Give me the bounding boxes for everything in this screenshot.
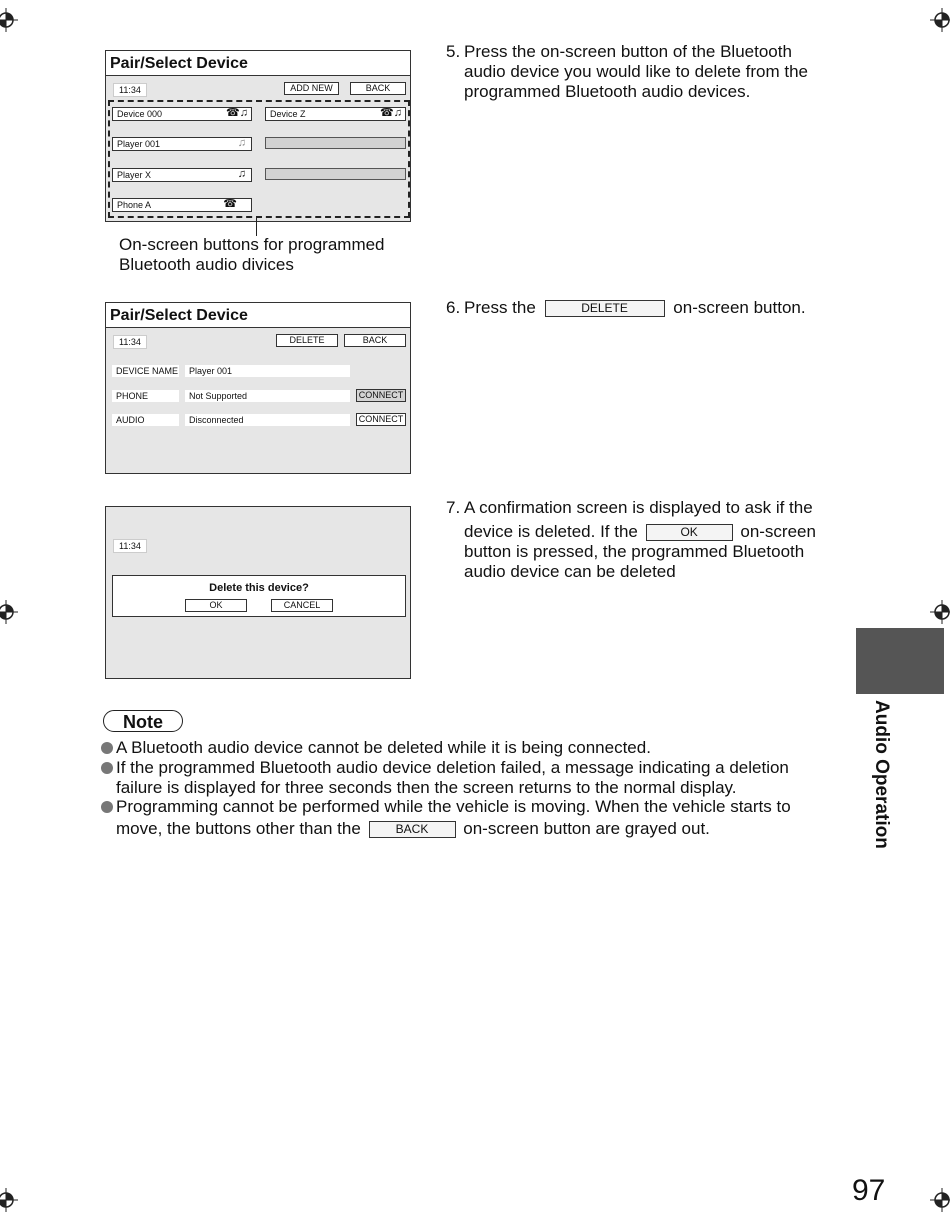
dialog-question: Delete this device? bbox=[209, 582, 309, 594]
device-label: Player X bbox=[117, 170, 152, 180]
bullet-dot-icon bbox=[101, 742, 113, 754]
registration-mark-icon bbox=[930, 1188, 950, 1212]
phone-music-icon: ☎♫ bbox=[380, 107, 402, 119]
bullet-dot-icon bbox=[101, 801, 113, 813]
delete-button-inline: DELETE bbox=[545, 300, 665, 317]
step-number: 7. bbox=[446, 498, 461, 517]
step7-pre: device is deleted. If the bbox=[464, 522, 638, 541]
step7-rest: button is pressed, the programmed Bluetooth audio device can be deleted bbox=[464, 542, 805, 581]
step6-pre: Press the bbox=[464, 298, 536, 317]
pair-select-screen bbox=[105, 50, 411, 222]
music-note-icon: ♫ bbox=[237, 137, 246, 149]
ok-button[interactable]: OK bbox=[185, 599, 247, 612]
clock: 11:34 bbox=[113, 539, 147, 553]
empty-device-slot bbox=[265, 168, 406, 180]
registration-mark-icon bbox=[930, 600, 950, 624]
back-button-inline: BACK bbox=[369, 821, 456, 838]
device-button-device-z[interactable] bbox=[265, 107, 406, 121]
add-new-button[interactable]: ADD NEW bbox=[284, 82, 339, 95]
connect-phone-button[interactable]: CONNECT bbox=[356, 389, 406, 402]
device-button-player-x[interactable] bbox=[112, 168, 252, 182]
step-number: 5. bbox=[446, 42, 461, 61]
delete-button[interactable]: DELETE bbox=[276, 334, 338, 347]
back-button[interactable]: BACK bbox=[350, 82, 406, 95]
registration-mark-icon bbox=[0, 1188, 18, 1212]
row-label: DEVICE NAME bbox=[112, 365, 179, 377]
note-bullet bbox=[101, 758, 821, 798]
confirm-delete-screen bbox=[105, 506, 411, 679]
device-label: Device 000 bbox=[117, 109, 163, 119]
note-bullet-text: Programming cannot be performed while the vehicle is moving. When the vehicle starts to bbox=[116, 797, 791, 816]
audio-status-value: Disconnected bbox=[185, 414, 350, 426]
step7-post: on-screen bbox=[740, 522, 816, 541]
registration-mark-icon bbox=[0, 8, 18, 32]
device-label: Phone A bbox=[117, 200, 152, 210]
note-bullet bbox=[101, 797, 831, 839]
empty-device-slot bbox=[265, 137, 406, 149]
section-label bbox=[870, 700, 894, 860]
phone-music-icon: ☎♫ bbox=[226, 107, 248, 119]
music-note-icon: ♫ bbox=[237, 168, 246, 180]
note-heading: Note bbox=[103, 710, 183, 732]
device-detail-screen bbox=[105, 302, 411, 474]
device-button-device-000[interactable] bbox=[112, 107, 252, 121]
connect-audio-button[interactable]: CONNECT bbox=[356, 413, 406, 426]
back-button[interactable]: BACK bbox=[344, 334, 406, 347]
registration-mark-icon bbox=[0, 600, 18, 624]
note-bullet-text: If the programmed Bluetooth audio device deletion failed, a message indicating a deletion failure is displayed for three seconds then the screen returns to the normal display. bbox=[116, 758, 789, 797]
row-label: AUDIO bbox=[112, 414, 179, 426]
section-label-text: Audio Operation bbox=[871, 700, 892, 849]
bullet3-pre: move, the buttons other than the bbox=[116, 819, 361, 838]
registration-mark-icon bbox=[930, 8, 950, 32]
note-bullet-text: A Bluetooth audio device cannot be deleted while it is being connected. bbox=[116, 738, 651, 757]
note-bullet bbox=[101, 738, 821, 758]
device-label: Device Z bbox=[270, 109, 306, 119]
callout-line bbox=[256, 218, 257, 236]
phone-icon: ☎ bbox=[223, 198, 237, 210]
section-tab bbox=[856, 628, 944, 694]
bullet3-post: on-screen button are grayed out. bbox=[463, 819, 710, 838]
step-number: 6. bbox=[446, 298, 461, 317]
clock: 11:34 bbox=[113, 335, 147, 349]
device-button-phone-a[interactable] bbox=[112, 198, 252, 212]
step7-line2 bbox=[464, 522, 844, 542]
phone-status-value: Not Supported bbox=[185, 390, 350, 402]
step7-line1: A confirmation screen is displayed to ask if the bbox=[464, 498, 813, 517]
note-bullet-text-line2 bbox=[101, 819, 831, 839]
device-button-player-001[interactable] bbox=[112, 137, 252, 151]
device-name-value: Player 001 bbox=[185, 365, 350, 377]
cancel-button[interactable]: CANCEL bbox=[271, 599, 333, 612]
step5-text: Press the on-screen button of the Bluetooth audio device you would like to delete from the programmed Bluetooth audio devices. bbox=[464, 42, 808, 101]
page-number: 97 bbox=[852, 1174, 886, 1207]
screen-title: Pair/Select Device bbox=[106, 303, 410, 328]
screen1-caption: On-screen buttons for programmed Bluetooth audio divices bbox=[119, 235, 385, 274]
ok-button-inline: OK bbox=[646, 524, 733, 541]
screen-title: Pair/Select Device bbox=[106, 51, 410, 76]
confirm-dialog bbox=[112, 575, 406, 617]
row-label: PHONE bbox=[112, 390, 179, 402]
clock: 11:34 bbox=[113, 83, 147, 97]
step6-text bbox=[464, 298, 844, 318]
step6-post: on-screen button. bbox=[673, 298, 806, 317]
bullet-dot-icon bbox=[101, 762, 113, 774]
device-label: Player 001 bbox=[117, 139, 161, 149]
